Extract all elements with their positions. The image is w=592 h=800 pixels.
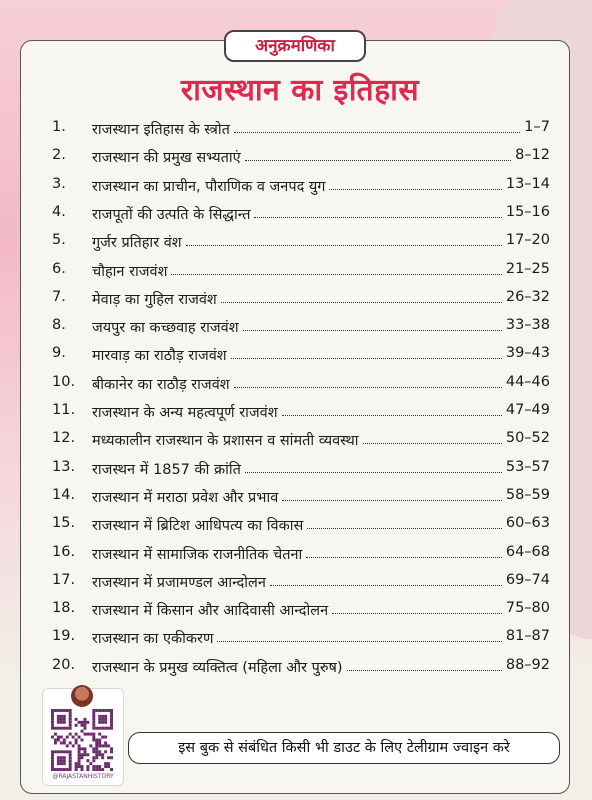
toc-title: राजस्थान का एकीकरण <box>92 631 214 648</box>
toc-title: बीकानेर का राठौड़ राजवंश <box>92 376 230 393</box>
qr-code-icon <box>51 709 113 771</box>
toc-row <box>40 256 556 284</box>
toc-page-range: 15–16 <box>505 203 550 220</box>
channel-avatar-icon <box>71 685 93 707</box>
toc-title: राजस्थान में ब्रिटिश आधिपत्य का विकास <box>92 518 304 535</box>
toc-leader-dots <box>234 132 520 133</box>
toc-title: राजस्थान का प्राचीन, पौराणिक व जनपद युग <box>92 178 326 195</box>
toc-row <box>40 142 556 170</box>
toc-row <box>40 284 556 312</box>
qr-card[interactable] <box>42 688 124 786</box>
toc-row <box>40 482 556 510</box>
toc-row <box>40 199 556 227</box>
toc-page-range: 47–49 <box>505 402 550 418</box>
toc-title: राजस्थान के प्रमुख व्यक्तित्व (महिला और पुरुष) <box>92 659 343 676</box>
toc-row <box>40 340 556 368</box>
toc-title: गुर्जर प्रतिहार वंश <box>92 235 182 252</box>
toc-leader-dots <box>347 670 502 671</box>
toc-leader-dots <box>306 557 502 558</box>
toc-number: 17. <box>52 571 76 588</box>
toc-number: 12. <box>52 430 76 447</box>
toc-number: 2. <box>52 147 66 164</box>
toc-number: 6. <box>52 260 66 277</box>
toc-row <box>40 623 556 651</box>
toc-number: 13. <box>52 458 76 475</box>
toc-row <box>40 510 556 538</box>
index-heading: अनुक्रमणिका <box>224 30 366 62</box>
toc-row <box>40 425 556 453</box>
toc-leader-dots <box>243 330 502 331</box>
toc-row <box>40 397 556 425</box>
toc-leader-dots <box>186 245 502 246</box>
toc-number: 14. <box>52 486 76 503</box>
toc-leader-dots <box>245 160 511 161</box>
toc-leader-dots <box>254 217 502 218</box>
toc-leader-dots <box>332 613 502 614</box>
qr-caption: @RAJASTANHISTORY <box>52 773 114 780</box>
toc-title: मेवाड़ का गुहिल राजवंश <box>92 291 217 308</box>
toc-title: राजस्थान में प्रजामण्डल आन्दोलन <box>92 574 266 591</box>
toc-leader-dots <box>307 528 502 529</box>
toc-row <box>40 171 556 199</box>
toc-title: राजपूतों की उत्पति के सिद्धान्त <box>92 206 251 223</box>
toc-number: 1. <box>52 119 66 135</box>
toc-leader-dots <box>329 189 502 190</box>
toc-page-range: 8–12 <box>515 147 550 164</box>
toc-leader-dots <box>231 358 502 359</box>
toc-page-range: 44–46 <box>505 373 550 390</box>
toc-page-range: 88–92 <box>505 656 550 673</box>
toc-page-range: 58–59 <box>505 486 550 503</box>
toc-leader-dots <box>171 274 502 275</box>
toc-page-range: 64–68 <box>505 543 550 560</box>
toc-page-range: 53–57 <box>505 458 550 475</box>
toc-title: चौहान राजवंश <box>92 263 168 280</box>
toc-title: मारवाड़ का राठौड़ राजवंश <box>92 348 227 365</box>
telegram-join-banner[interactable]: इस बुक से संबंधित किसी भी डाउट के लिए टेलीग्राम ज्वाइन करे <box>128 732 560 764</box>
toc-row <box>40 114 556 142</box>
toc-page-range: 69–74 <box>505 571 550 588</box>
toc-leader-dots <box>270 585 502 586</box>
toc-number: 19. <box>52 628 76 645</box>
toc-number: 11. <box>52 402 76 418</box>
toc-leader-dots <box>221 302 502 303</box>
toc-number: 16. <box>52 543 76 560</box>
toc-leader-dots <box>282 500 502 501</box>
toc-title: राजस्थान के अन्य महत्वपूर्ण राजवंश <box>92 405 278 421</box>
toc-number: 3. <box>52 175 66 192</box>
toc-row <box>40 539 556 567</box>
toc-page-range: 50–52 <box>505 430 550 447</box>
toc-page-range: 39–43 <box>505 345 550 362</box>
toc-number: 4. <box>52 203 66 220</box>
toc-title: राजस्थान में सामाजिक राजनीतिक चेतना <box>92 546 303 563</box>
toc-number: 7. <box>52 288 66 305</box>
toc-page-range: 60–63 <box>505 515 550 532</box>
toc-number: 18. <box>52 600 76 617</box>
toc-row <box>40 227 556 255</box>
toc-page-range: 1–7 <box>524 119 550 135</box>
toc-title: मध्यकालीन राजस्थान के प्रशासन व सांमती व्यवस्था <box>92 433 359 450</box>
toc-title: राजस्थान में मराठा प्रवेश और प्रभाव <box>92 489 279 506</box>
toc-leader-dots <box>234 387 502 388</box>
toc-page-range: 75–80 <box>505 600 550 617</box>
toc-title: राजस्थान इतिहास के स्त्रोत <box>92 122 230 138</box>
toc-page-range: 33–38 <box>505 317 550 334</box>
toc-title: राजस्थन में 1857 की क्रांति <box>92 461 241 478</box>
toc-row <box>40 567 556 595</box>
toc-row <box>40 595 556 623</box>
toc-number: 9. <box>52 345 66 362</box>
toc-number: 10. <box>52 373 76 390</box>
toc-number: 5. <box>52 232 66 249</box>
toc-number: 15. <box>52 515 76 532</box>
toc-page-range: 81–87 <box>505 628 550 645</box>
toc-page-range: 21–25 <box>505 260 550 277</box>
toc-row <box>40 369 556 397</box>
page-title: राजस्थान का इतिहास <box>180 73 420 108</box>
toc-number: 8. <box>52 317 66 334</box>
toc-page-range: 17–20 <box>505 232 550 249</box>
toc-leader-dots <box>217 641 502 642</box>
toc-title: जयपुर का कच्छवाह राजवंश <box>92 320 239 337</box>
toc-leader-dots <box>363 443 502 444</box>
toc-leader-dots <box>245 472 502 473</box>
toc-title: राजस्थान की प्रमुख सभ्यताएं <box>92 150 241 167</box>
toc-row <box>40 454 556 482</box>
toc-row <box>40 652 556 680</box>
toc-leader-dots <box>282 415 502 416</box>
toc-page-range: 26–32 <box>505 288 550 305</box>
toc-page-range: 13–14 <box>505 175 550 192</box>
toc-number: 20. <box>52 656 76 673</box>
toc-row <box>40 312 556 340</box>
toc-title: राजस्थान में किसान और आदिवासी आन्दोलन <box>92 603 329 620</box>
